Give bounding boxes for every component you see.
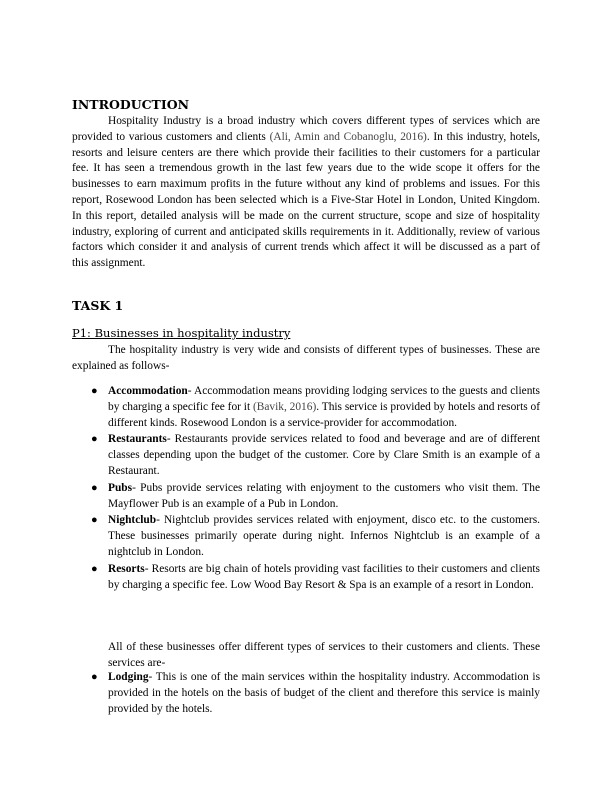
bullet-icon: ● bbox=[91, 562, 98, 575]
introduction-section bbox=[72, 114, 540, 272]
business-text: - Restaurants provide services related to food and beverage and are of different classes depending upon the budget of the customer. Core by Clare Smith is an example of a Restaurant. bbox=[108, 433, 540, 477]
intro-text-b: . In this industry, hotels, resorts and leisure centers are there which provide their facilities to their customers for a particular fee. It has seen a tremendous growth in the last few years due to the wide scope it offers for the businesses to earn maximum profits in the future without any kind of problems and issues. For this report, Rosewood London has been selected which is a Five-Star Hotel in London, United Kingdom. In this report, detailed analysis will be made on the current structure, scope and size of hospitality industry, exploring of current and anticipated skills requirements in it. Additionally, review of various factors which consider it and analysis of current trends which affect it will be discussed as a part of this assignment. bbox=[72, 130, 540, 270]
p1-heading: P1: Businesses in hospitality industry bbox=[72, 326, 291, 340]
business-text-after: . This service is provided by hotels and resorts of different kinds. Rosewood London is a service-provider for accommodation. bbox=[108, 400, 541, 429]
list-item bbox=[91, 384, 541, 431]
service-term: Lodging bbox=[108, 671, 149, 683]
business-text: - Resorts are big chain of hotels providing vast facilities to their customers and clients by charging a specific fee. Low Wood Bay Resort & Spa is an example of a resort in London. bbox=[108, 562, 540, 591]
task1-intro-section bbox=[72, 343, 540, 375]
introduction-paragraph bbox=[72, 114, 540, 272]
business-text: - Pubs provide services relating with enjoyment to the customers who visit them. The Mayflower Pub is an example of a Pub in London. bbox=[108, 481, 540, 510]
bullet-icon: ● bbox=[91, 514, 98, 527]
business-types-list bbox=[91, 384, 541, 593]
task1-intro-paragraph: The hospitality industry is very wide and consists of different types of businesses. These are explained as follows- bbox=[72, 344, 540, 372]
business-term: Accommodation bbox=[108, 385, 188, 397]
list-item bbox=[91, 562, 540, 594]
introduction-heading: INTRODUCTION bbox=[72, 97, 190, 112]
services-intro-paragraph: All of these businesses offer different types of services to their customers and clients. These services are- bbox=[108, 641, 540, 669]
business-term: Resorts bbox=[108, 562, 145, 575]
list-item bbox=[91, 513, 540, 560]
services-list bbox=[91, 670, 540, 717]
business-term: Nightclub bbox=[108, 514, 157, 527]
business-term: Restaurants bbox=[108, 433, 167, 446]
list-item bbox=[91, 481, 540, 513]
list-item bbox=[91, 670, 540, 717]
task1-heading: TASK 1 bbox=[72, 298, 124, 313]
business-text: - Accommodation means providing lodging services to the guests and clients by charging a specific fee for it bbox=[108, 385, 540, 413]
bullet-icon: ● bbox=[91, 671, 98, 683]
intro-citation: (Ali, Amin and Cobanoglu, 2016) bbox=[269, 130, 427, 143]
list-item bbox=[91, 432, 540, 479]
bullet-icon: ● bbox=[91, 385, 98, 397]
business-term: Pubs bbox=[108, 481, 133, 494]
business-citation: (Bavik, 2016) bbox=[252, 400, 317, 413]
service-text: - This is one of the main services within the hospitality industry. Accommodation is provided in the hotels on the basis of budget of the client and therefore this service is mainly provided by the hotels. bbox=[108, 671, 540, 715]
business-text: - Nightclub provides services related with enjoyment, disco etc. to the customers. These businesses primarily operate during night. Infernos Nightclub is an example of a nightclub in London. bbox=[108, 514, 540, 558]
intro-text-a: Hospitality Industry is a broad industry which covers different types of services which are provided to various customers and clients bbox=[72, 115, 540, 143]
bullet-icon: ● bbox=[91, 481, 98, 494]
bullet-icon: ● bbox=[91, 433, 98, 446]
